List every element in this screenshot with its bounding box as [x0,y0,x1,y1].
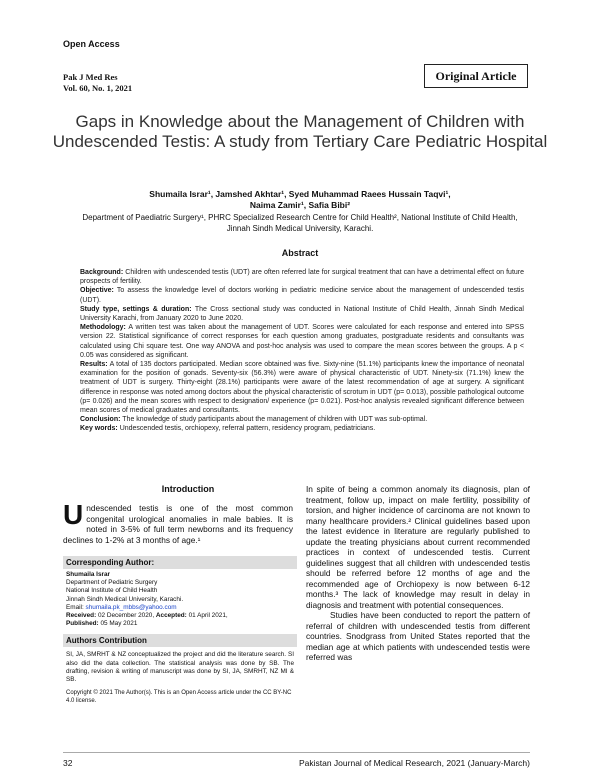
journal-info [63,72,132,94]
paper-title: Gaps in Knowledge about the Management of Children with Undescended Testis: A study from Tertiary Care Pediatric Hospital [52,112,548,151]
page-number: 32 [63,758,73,768]
introduction-paragraph: ndescended testis is one of the most common congenital urological anomalies in male babies. It is noted in 3-5% of full term newborns and its frequency declines to 1-2% at 3 months of age.¹ [63,503,293,545]
right-column [306,484,530,663]
copyright-notice: Copyright © 2021 The Author(s). This is an Open Access article under the CC BY-NC 4.0 license. [66,690,292,704]
published-row: Published: 05 May 2021 [66,620,138,628]
corresponding-dept: Department of Pediatric Surgery [66,579,158,587]
journal-name: Pak J Med Res [63,72,118,82]
contribution-text: SI, JA, SMRHT & NZ conceptualized the project and did the literature search. SI also did the data collection. The statistical analysis was done by SB. The drafting, revision & writing of manuscript was done by SI, JA, SMRHT, NZ MI & SB. [66,651,294,684]
author-list [80,189,520,211]
affiliation: Department of Paediatric Surgery¹, PHRC Specialized Research Centre for Child Health², National Institute of Child Health, Jinnah Sindh Medical University, Karachi. [82,213,518,233]
corresponding-email-row: Email: shumaila.pk_mbbs@yahoo.com [66,603,177,611]
open-access-label: Open Access [63,39,120,49]
authors-line-1: Shumaila Israr¹, Jamshed Akhtar¹, Syed Muhammad Raees Hussain Taqvi¹, [149,189,451,199]
corresponding-institute: National Institute of Child Health [66,587,158,595]
abstract-heading: Abstract [281,248,319,258]
abstract-study: Study type, settings & duration: The Cross sectional study was conducted in National Institute of Child Health, Jinnah Sindh Medical University Karachi, from January 2020 to June 2020. [80,305,524,323]
right-paragraph-1: In spite of being a common anomaly its diagnosis, plan of treatment, follow up, impact on male fertility, possibility of torsion, and higher incidence of carcinoma are not known to many healthcare providers.² Clinical guidelines based upon the latest evidence in literature are regularly published to update the treating physicians about current recommended practices in context of undescended testis. Current guidelines suggest that all children with undescended testis should be referred before 12 months of age and the recommended age of Orchiopexy is now between 6-12 months.³ The lack of knowledge may result in delay in diagnosis and treatment with potential consequences. [306,484,530,610]
introduction-text [63,499,293,545]
email-link[interactable]: shumaila.pk_mbbs@yahoo.com [85,603,177,611]
abstract-objective: Objective: To assess the knowledge level of doctors working in pediatric medicine service about the management of undescended testis (UDT). [80,287,524,304]
corresponding-university: Jinnah Sindh Medical University, Karachi. [66,595,184,603]
abstract-keywords: Key words: Undescended testis, orchiopexy, referral pattern, residency program, pediatricians. [80,425,376,433]
contribution-heading: Authors Contribution [63,634,297,647]
corresponding-name: Shumaila Israr [66,571,111,578]
corresponding-heading: Corresponding Author: [63,556,297,569]
authors-line-2: Naima Zamir¹, Safia Bibi² [249,200,351,210]
footer-journal: Pakistan Journal of Medical Research, 2021 (January-March) [298,758,530,768]
dates-row: Received: 02 December 2020, Accepted: 01 April 2021, [66,612,228,620]
sidebar-box [63,556,297,707]
abstract-methodology: Methodology: A written test was taken about the management of UDT. Scores were calculated for each response and entered into SPSS version 22. Statistical significance of correct responses for each question among graduates, postgraduate residents and consultants was calculated using Chi square test. One way ANOVA and post-hoc analysis was used to compare the mean scores between the groups. A p < 0.05 was considered as significant. [80,324,524,359]
footer-divider [63,752,530,753]
article-type-badge: Original Article [424,64,528,88]
introduction-heading: Introduction [161,484,215,494]
abstract-background: Background: Children with undescended testis (UDT) are often referred late for surgical treatment that can have a detrimental effect on future prospects of fertility. [80,269,525,286]
drop-cap: U [63,499,84,530]
abstract-results: Results: A total of 135 doctors participated. Median score obtained was five. Sixty-nine (51.1%) participants knew the importance of neonatal examination for the position of gonads. Seventy-six (56.3%) were aware of physical characteristic of UDT. Ninety-six (71.1%) knew the treatment of UDT is surgery. Thirty-eight (28.1%) participants were aware of the latest recommendation of age at surgery. A significant difference in response was noted among doctors about the physical characteristic of scrotum in UDT (p= 0.013), possible pathological outcome (p= 0.026) and the mean scores with respect to designation/ experience (p= 0.021). Post-hoc analysis revealed significant difference between mean scores of medical graduates and consultants. [80,361,524,415]
right-paragraph-2: Studies have been conducted to report the pattern of referral of children with undescended testis from different countries. Snodgrass from United States reported that the median age at which patients with undescended testis were referred was [306,610,530,662]
corresponding-details [63,569,297,630]
abstract-body [80,268,524,434]
journal-volume: Vol. 60, No. 1, 2021 [63,83,133,93]
abstract-conclusion: Conclusion: The knowledge of study participants about the management of children with UDT was sub-optimal. [80,416,428,424]
